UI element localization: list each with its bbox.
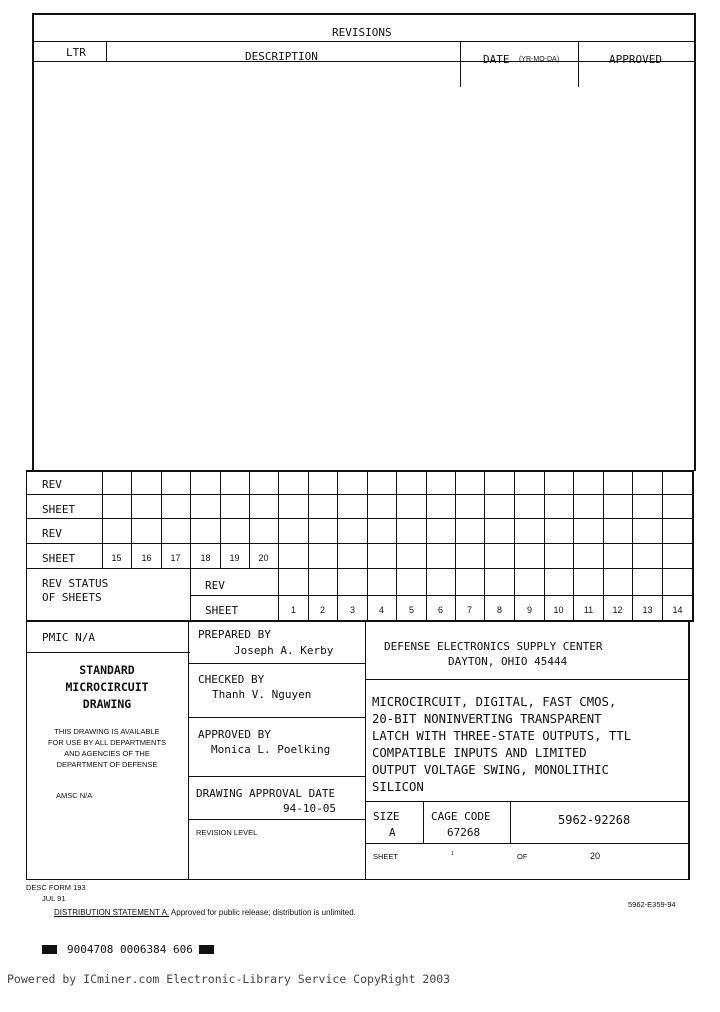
- sheet-number-8: 8: [496, 605, 502, 615]
- form-label-1: DESC FORM 193: [26, 883, 86, 892]
- center-divider: [365, 679, 690, 680]
- grid-vline: [308, 470, 309, 620]
- sheet-number-1: 1: [290, 605, 296, 615]
- sheet-number-20: 20: [258, 553, 269, 563]
- checked-divider: [188, 717, 366, 718]
- standard-microcircuit-drawing: [26, 662, 188, 713]
- rev-status-label-1: REV STATUS: [42, 577, 109, 590]
- grid-status-divider: [190, 568, 191, 620]
- rev-status-label-2: OF SHEETS: [42, 591, 102, 604]
- distribution-label: DISTRIBUTION STATEMENT A.: [54, 908, 170, 917]
- sheet-number-3: 3: [349, 605, 355, 615]
- sheet-number-19: 19: [229, 553, 240, 563]
- size-col-divider: [423, 801, 424, 843]
- grid-vline: [484, 470, 485, 620]
- availability-note: [26, 726, 188, 770]
- avail-line-3: AND AGENCIES OF THE: [64, 749, 150, 758]
- grid-row-5: [190, 595, 694, 596]
- drawing-title: [372, 694, 631, 796]
- grid-vline: [367, 470, 368, 620]
- grid-vline: [573, 470, 574, 620]
- frame-left: [32, 13, 34, 471]
- size-divider: [365, 843, 690, 844]
- sheet-label: SHEET: [373, 852, 399, 861]
- sheet-number-5: 5: [408, 605, 414, 615]
- sheet-number-14: 14: [672, 605, 683, 615]
- avail-line-2: FOR USE BY ALL DEPARTMENTS: [47, 738, 167, 747]
- revisions-header-divider: [32, 61, 694, 62]
- grid-vline: [455, 470, 456, 620]
- titleblock-bottom: [26, 879, 690, 880]
- approval-date-label: DRAWING APPROVAL DATE: [196, 787, 336, 800]
- rev-label-row5: REV: [205, 579, 225, 592]
- size-value: A: [389, 826, 396, 839]
- rev-col-divider-2: [460, 41, 461, 87]
- checked-name: Thanh V. Nguyen: [212, 688, 312, 701]
- grid-row-2: [26, 518, 694, 519]
- powered-by: Powered by ICminer.com Electronic-Library Service CopyRight 2003: [7, 972, 451, 986]
- rev-label-row1: REV: [42, 478, 62, 491]
- approval-date-divider: [188, 819, 366, 820]
- grid-vline: [603, 470, 604, 620]
- barcode-line: [42, 939, 214, 956]
- prepared-divider: [188, 663, 366, 664]
- revisions-title: REVISIONS: [332, 26, 392, 39]
- approved-label: APPROVED BY: [198, 728, 271, 741]
- approved-name: Monica L. Poelking: [211, 743, 331, 756]
- center-line-1: DEFENSE ELECTRONICS SUPPLY CENTER: [384, 640, 603, 653]
- size-label: SIZE: [373, 810, 400, 823]
- sheet-number-9: 9: [526, 605, 532, 615]
- distribution-text: Approved for public release; distribution is unlimited.: [169, 908, 356, 917]
- pmic-label: PMIC N/A: [42, 631, 95, 644]
- form-code: 5962-E359-94: [628, 900, 676, 909]
- title-line-3: LATCH WITH THREE-STATE OUTPUTS, TTL: [372, 729, 632, 743]
- grid-row-3: [26, 543, 694, 544]
- grid-right: [692, 470, 694, 622]
- grid-left: [26, 470, 27, 620]
- cage-code-value: 67268: [447, 826, 481, 839]
- title-line-6: SILICON: [372, 780, 424, 794]
- mid-col-divider: [365, 620, 366, 880]
- grid-vline: [632, 470, 633, 620]
- sheet-number-10: 10: [553, 605, 564, 615]
- avail-line-4: DEPARTMENT OF DEFENSE: [56, 760, 158, 769]
- drawing-number: 5962-92268: [558, 813, 631, 827]
- standard-line-1: STANDARD: [79, 663, 135, 677]
- cage-code-label: CAGE CODE: [431, 810, 491, 823]
- sheet-number-17: 17: [170, 553, 181, 563]
- sheet-value: 1: [451, 851, 454, 857]
- prepared-label: PREPARED BY: [198, 628, 271, 641]
- title-line-4: COMPATIBLE INPUTS AND LIMITED: [372, 746, 587, 760]
- sheet-label-row4: SHEET: [42, 552, 76, 565]
- approved-divider: [188, 776, 366, 777]
- col-date: DATE: [483, 53, 510, 66]
- center-line-2: DAYTON, OHIO 45444: [448, 655, 568, 668]
- standard-line-2: MICROCIRCUIT: [65, 680, 149, 694]
- col-description: DESCRIPTION: [245, 50, 318, 63]
- rev-col-divider-3: [578, 41, 579, 87]
- sheet-number-11: 11: [583, 605, 594, 615]
- left-col-divider: [188, 620, 189, 880]
- barcode-block-left: [42, 945, 57, 954]
- frame-top: [32, 13, 696, 15]
- sheet-number-13: 13: [642, 605, 653, 615]
- sheet-number-2: 2: [319, 605, 325, 615]
- grid-vline: [396, 470, 397, 620]
- grid-row-1: [26, 494, 694, 495]
- grid-vline: [278, 470, 279, 568]
- rev-label-row3: REV: [42, 527, 62, 540]
- sheet-number-7: 7: [466, 605, 472, 615]
- title-line-2: 20-BIT NONINVERTING TRANSPARENT: [372, 712, 602, 726]
- sheet-number-6: 6: [437, 605, 443, 615]
- grid-vline: [514, 470, 515, 620]
- title-line-5: OUTPUT VOLTAGE SWING, MONOLITHIC: [372, 763, 609, 777]
- of-label: OF: [517, 852, 528, 861]
- form-label-2: JUL 91: [42, 894, 66, 903]
- grid-vline: [337, 470, 338, 620]
- grid-vline: [426, 470, 427, 620]
- sheet-number-4: 4: [378, 605, 384, 615]
- distribution-statement: [54, 908, 356, 917]
- title-line-1: MICROCIRCUIT, DIGITAL, FAST CMOS,: [372, 695, 617, 709]
- rev-col-divider-1: [106, 41, 107, 62]
- prepared-name: Joseph A. Kerby: [234, 644, 334, 657]
- barcode-block-right: [199, 945, 214, 954]
- grid-row-6: [26, 620, 694, 622]
- title-divider: [365, 801, 690, 802]
- sheet-number-16: 16: [141, 553, 152, 563]
- checked-label: CHECKED BY: [198, 673, 265, 686]
- approval-date-value: 94-10-05: [283, 802, 336, 815]
- col-ltr: LTR: [66, 46, 86, 59]
- cage-col-divider: [510, 801, 511, 843]
- sheet-number-18: 18: [200, 553, 211, 563]
- of-value: 20: [590, 851, 601, 861]
- grid-vline: [544, 470, 545, 620]
- barcode-text: 9004708 0006384 606: [67, 943, 193, 956]
- col-approved: APPROVED: [609, 53, 662, 66]
- pmic-divider: [26, 652, 190, 653]
- titleblock-right: [688, 620, 690, 880]
- avail-line-1: THIS DRAWING IS AVAILABLE: [54, 727, 160, 736]
- sheet-number-12: 12: [612, 605, 623, 615]
- grid-vline: [662, 470, 663, 620]
- sheet-label-row2: SHEET: [42, 503, 76, 516]
- sheet-label-row6: SHEET: [205, 604, 239, 617]
- revisions-title-divider: [32, 41, 696, 42]
- sheet-number-15: 15: [111, 553, 122, 563]
- standard-line-3: DRAWING: [82, 697, 132, 711]
- grid-row-4: [26, 568, 694, 569]
- frame-right: [694, 13, 696, 471]
- grid-top: [26, 470, 694, 472]
- col-date-format: (YR-MO-DA): [519, 56, 560, 63]
- amsc-label: AMSC N/A: [56, 791, 93, 800]
- revision-level-label: REVISION LEVEL: [196, 828, 258, 837]
